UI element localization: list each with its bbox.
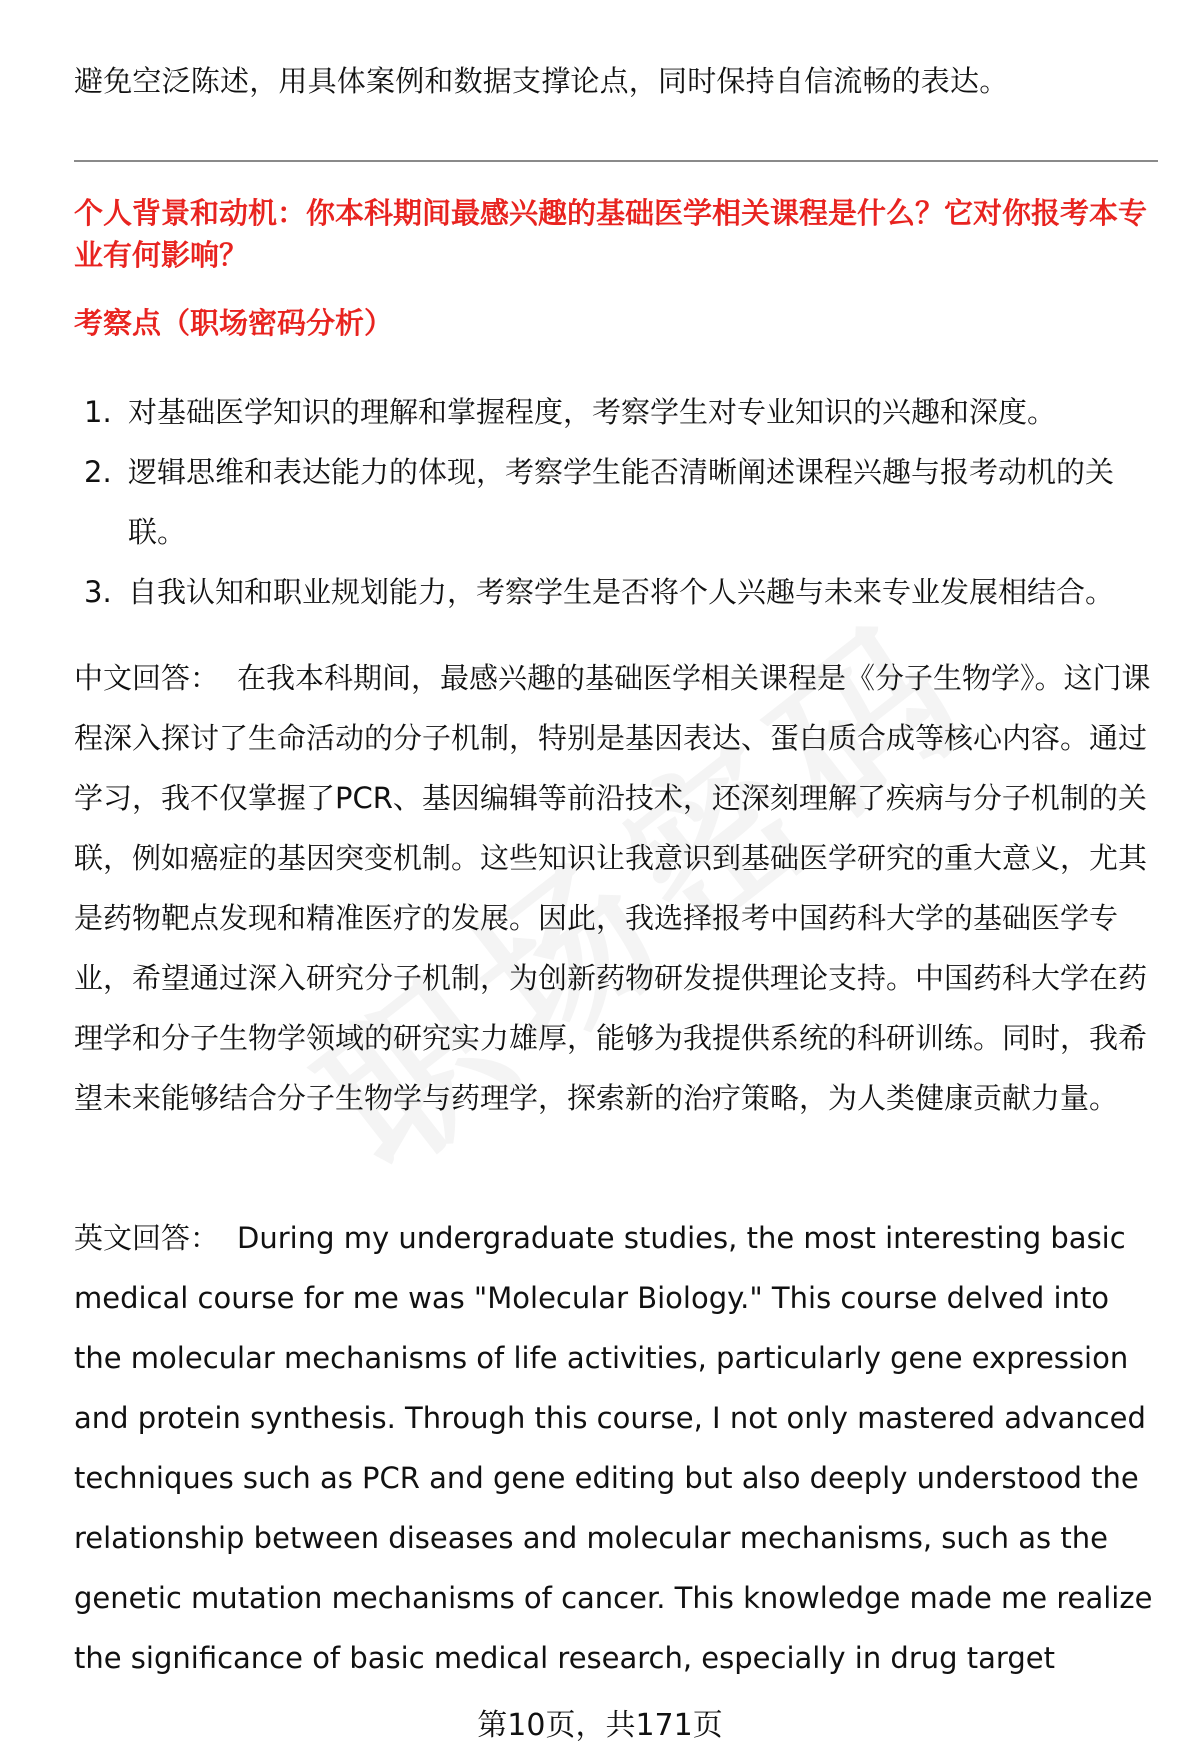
list-item — [74, 442, 1154, 562]
chinese-answer — [74, 648, 1160, 1128]
assessment-points-heading: 考察点（职场密码分析） — [74, 306, 394, 340]
list-item-text: 对基础医学知识的理解和掌握程度，考察学生对专业知识的兴趣和深度。 — [128, 395, 1057, 429]
list-item — [74, 382, 1154, 442]
list-item-text: 自我认知和职业规划能力，考察学生是否将个人兴趣与未来专业发展相结合。 — [128, 575, 1115, 609]
section-divider — [74, 160, 1158, 162]
intro-paragraph: 避免空泛陈述，用具体案例和数据支撑论点，同时保持自信流畅的表达。 — [74, 64, 1009, 98]
list-item-text: 逻辑思维和表达能力的体现，考察学生能否清晰阐述课程兴趣与报考动机的关联。 — [128, 455, 1115, 549]
english-answer-text: During my undergraduate studies, the most interesting basic medical course for me was "Molecular Biology." This course delved into the molecular mechanisms of life activities, particularly gene expression and protein synthesis. Through this course, I not only mastered advanced techniques such as PCR and gene editing but also deeply understood the relationship between diseases and molecular mechanisms, such as the genetic mutation mechanisms of cancer. This knowledge made me realize the significance of basic medical research, especially in drug target — [74, 1221, 1153, 1675]
chinese-answer-text: 在我本科期间，最感兴趣的基础医学相关课程是《分子生物学》。这门课程深入探讨了生命活动的分子机制，特别是基因表达、蛋白质合成等核心内容。通过学习，我不仅掌握了PCR、基因编辑等前沿技术，还深刻理解了疾病与分子机制的关联，例如癌症的基因突变机制。这些知识让我意识到基础医学研究的重大意义，尤其是药物靶点发现和精准医疗的发展。因此，我选择报考中国药科大学的基础医学专业，希望通过深入研究分子机制，为创新药物研发提供理论支持。中国药科大学在药理学和分子生物学领域的研究实力雄厚，能够为我提供系统的科研训练。同时，我希望未来能够结合分子生物学与药理学，探索新的治疗策略，为人类健康贡献力量。 — [74, 661, 1151, 1115]
assessment-points-list — [74, 382, 1154, 622]
list-item-number: 3. — [84, 575, 112, 609]
chinese-answer-label: 中文回答： — [74, 661, 220, 695]
english-answer — [74, 1208, 1160, 1688]
page-number-footer: 第10页，共171页 — [477, 1708, 723, 1743]
list-item — [74, 562, 1154, 622]
english-answer-label: 英文回答： — [74, 1221, 220, 1255]
question-heading: 个人背景和动机：你本科期间最感兴趣的基础医学相关课程是什么？它对你报考本专业有何影响？ — [74, 196, 1148, 272]
list-item-number: 1. — [84, 395, 112, 429]
list-item-number: 2. — [84, 455, 112, 489]
